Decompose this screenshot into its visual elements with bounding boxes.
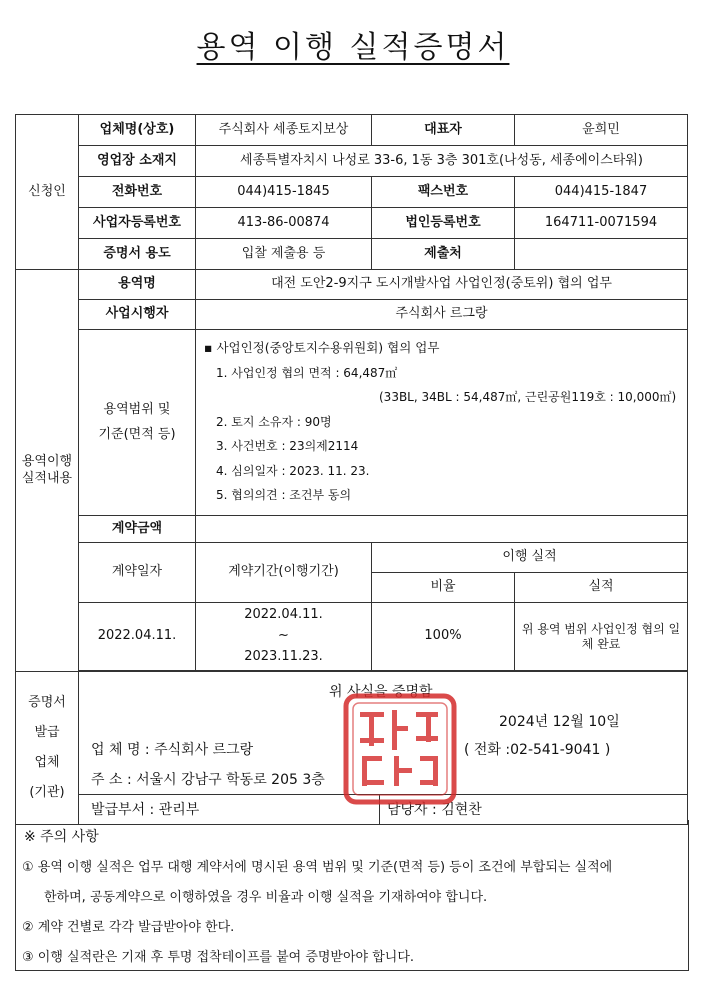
purpose-label: 증명서 용도 bbox=[79, 239, 196, 270]
notes-header: ※ 주의 사항 bbox=[24, 829, 99, 845]
operator-value: 주식회사 르그랑 bbox=[196, 300, 688, 330]
submit-label: 제출처 bbox=[372, 239, 515, 270]
contract-date-value: 2022.04.11. bbox=[79, 603, 196, 671]
scope-line: (33BL, 34BL : 54,487㎡, 근린공원119호 : 10,000㎡) bbox=[379, 390, 677, 404]
contract-period-value: 2022.04.11. ~ 2023.11.23. bbox=[196, 603, 372, 671]
certify-text: 위 사실을 증명함 bbox=[329, 684, 433, 700]
service-name-label: 용역명 bbox=[79, 270, 196, 300]
result-value: 위 용역 범위 사업인정 협의 일체 완료 bbox=[515, 603, 688, 671]
fax-value: 044)415-1847 bbox=[515, 177, 688, 208]
bizreg-value: 413-86-00874 bbox=[196, 208, 372, 239]
address-label: 영업장 소재지 bbox=[79, 146, 196, 177]
issuer-company: 업 체 명 : 주식회사 르그랑 bbox=[91, 742, 254, 758]
page-title: 용역 이행 실적증명서 bbox=[196, 30, 510, 65]
scope-line: 3. 사건번호 : 23의제2114 bbox=[216, 439, 359, 453]
submit-value bbox=[515, 239, 688, 270]
applicant-section-label: 신청인 bbox=[16, 115, 79, 270]
issuer-phone: ( 전화 :02-541-9041 ) bbox=[464, 742, 611, 758]
issuer-dept: 발급부서 : 관리부 bbox=[91, 802, 200, 818]
exec-label: 이행 실적 bbox=[372, 543, 688, 573]
corpreg-value: 164711-0071594 bbox=[515, 208, 688, 239]
note-1: ① 용역 이행 실적은 업무 대행 계약서에 명시된 용역 범위 및 기준(면적 등) 등이 조건에 부합되는 실적에 bbox=[22, 860, 613, 875]
ratio-value: 100% bbox=[372, 603, 515, 671]
scope-line: ▪ 사업인정(중앙토지수용위원회) 협의 업무 bbox=[204, 340, 440, 355]
purpose-value: 입찰 제출용 등 bbox=[196, 239, 372, 270]
note-3: ③ 이행 실적란은 기재 후 투명 접착테이프를 붙여 증명받아야 합니다. bbox=[22, 950, 415, 965]
performance-section-label: 용역이행 실적내용 bbox=[16, 270, 79, 672]
result-label: 실적 bbox=[515, 573, 688, 603]
issue-date: 2024년 12월 10일 bbox=[499, 714, 620, 730]
contract-date-label: 계약일자 bbox=[79, 543, 196, 603]
scope-label: 용역범위 및 기준(면적 등) bbox=[79, 330, 196, 516]
company-seal-icon bbox=[340, 690, 460, 808]
contract-period-label: 계약기간(이행기간) bbox=[196, 543, 372, 603]
scope-line: 5. 협의의견 : 조건부 동의 bbox=[216, 488, 352, 502]
fax-label: 팩스번호 bbox=[372, 177, 515, 208]
company-label: 업체명(상호) bbox=[79, 115, 196, 146]
issuer-manager: 담당자 : 김현찬 bbox=[387, 802, 482, 818]
rep-value: 윤희민 bbox=[515, 115, 688, 146]
rep-label: 대표자 bbox=[372, 115, 515, 146]
scope-line: 4. 심의일자 : 2023. 11. 23. bbox=[216, 463, 370, 478]
scope-line: 2. 토지 소유자 : 90명 bbox=[216, 414, 332, 429]
corpreg-label: 법인등록번호 bbox=[372, 208, 515, 239]
issuer-address: 주 소 : 서울시 강남구 학동로 205 3층 bbox=[91, 772, 325, 788]
operator-label: 사업시행자 bbox=[79, 300, 196, 330]
phone-label: 전화번호 bbox=[79, 177, 196, 208]
phone-value: 044)415-1845 bbox=[196, 177, 372, 208]
notes-section bbox=[15, 820, 689, 971]
contract-amount-label: 계약금액 bbox=[79, 516, 196, 543]
scope-line: 1. 사업인정 협의 면적 : 64,487㎡ bbox=[216, 365, 398, 380]
note-2: ② 계약 건별로 각각 발급받아야 한다. bbox=[22, 920, 235, 935]
contract-amount-value bbox=[196, 516, 688, 543]
company-value: 주식회사 세종토지보상 bbox=[196, 115, 372, 146]
note-1-cont: 한하며, 공동계약으로 이행하였을 경우 비율과 이행 실적을 기재하여야 합니다. bbox=[44, 890, 488, 905]
service-name-value: 대전 도안2-9지구 도시개발사업 사업인정(중토위) 협의 업무 bbox=[196, 270, 688, 300]
bizreg-label: 사업자등록번호 bbox=[79, 208, 196, 239]
scope-content bbox=[196, 330, 688, 516]
address-value: 세종특별자치시 나성로 33-6, 1동 3층 301호(나성동, 세종에이스타워) bbox=[196, 146, 688, 177]
ratio-label: 비율 bbox=[372, 573, 515, 603]
issuer-section-label: 증명서 발급 업체 (기관) bbox=[16, 672, 79, 825]
